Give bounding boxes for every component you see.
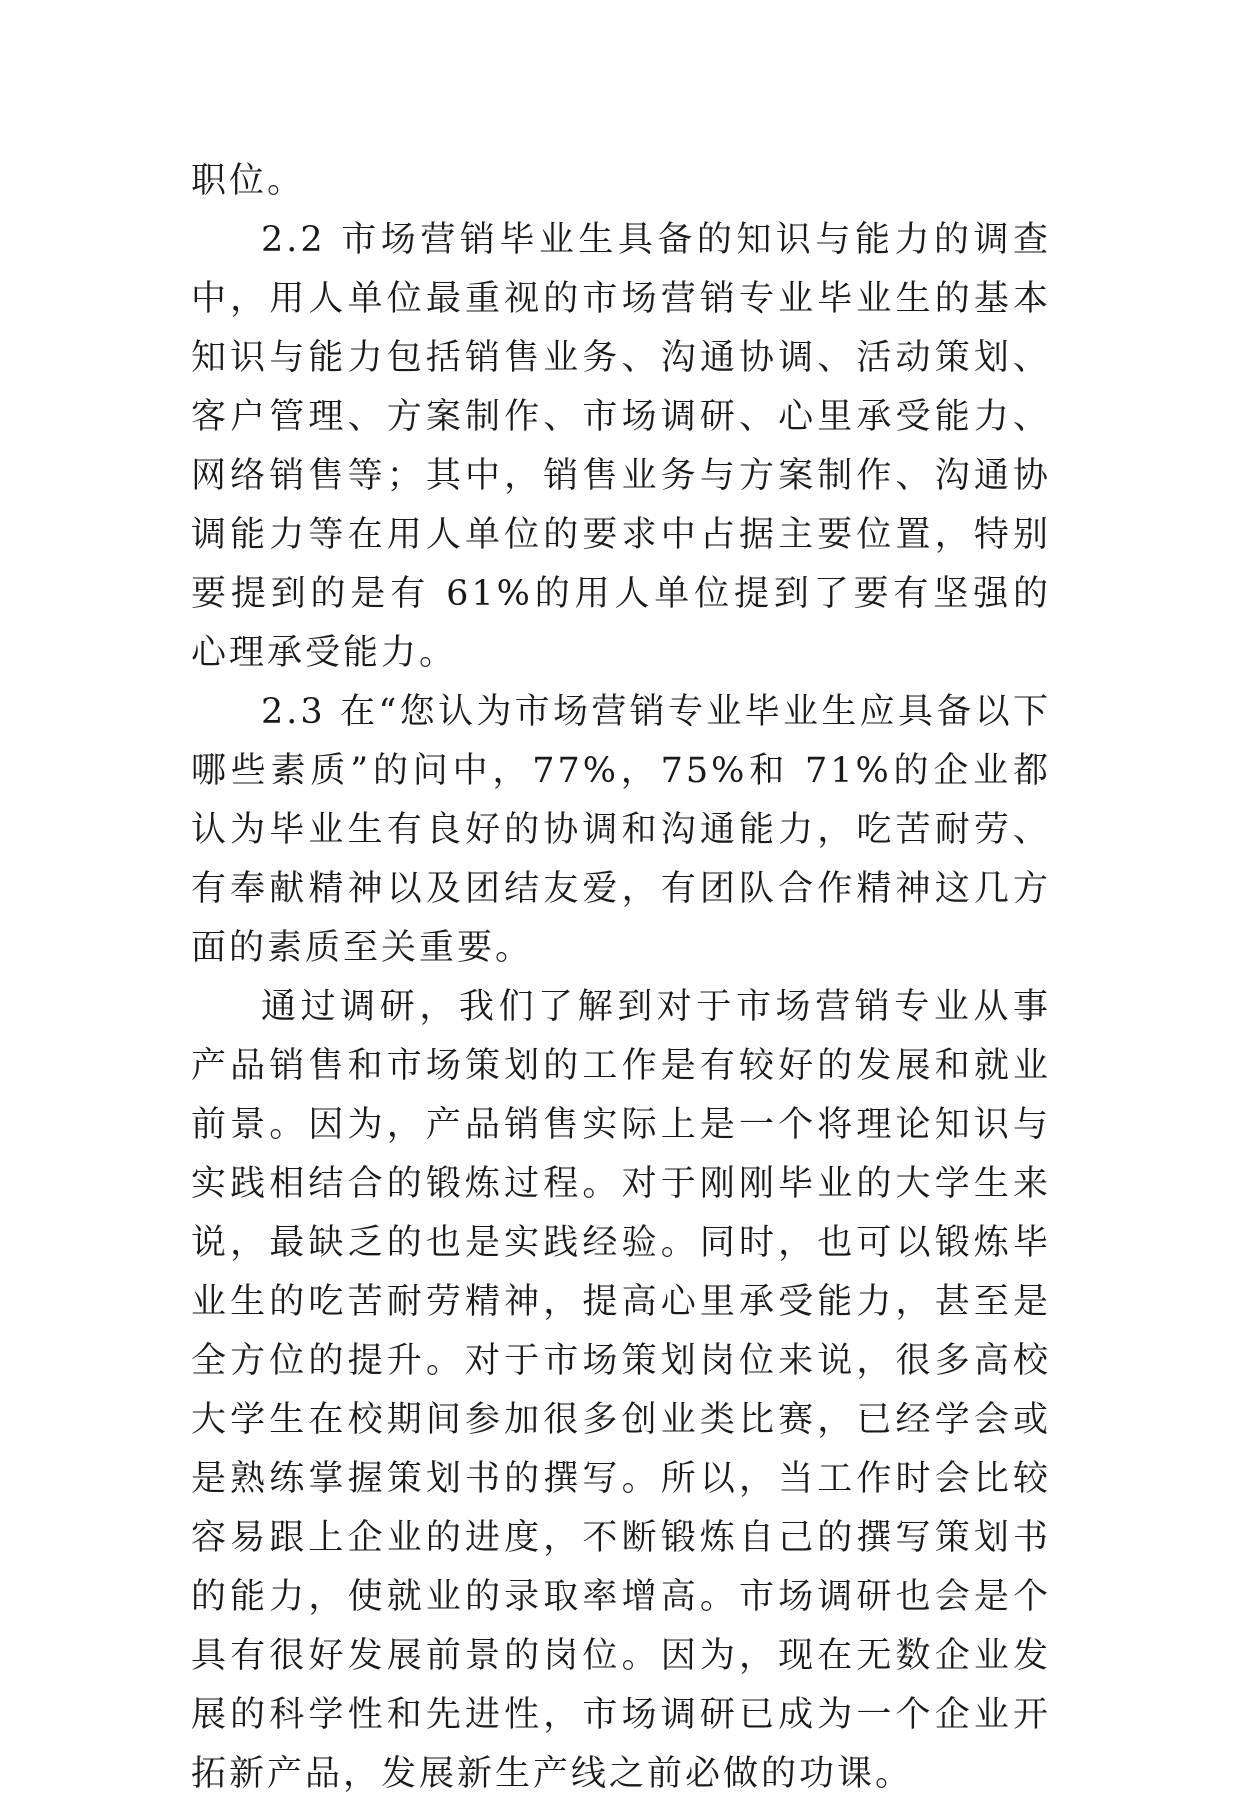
paragraph-continuation: 职位。 [191,161,306,201]
document-body [191,152,1051,1804]
paragraph-section-2-3: 2.3 在“您认为市场营销专业毕业生应具备以下哪些素质”的问中，77%，75%和 71%的企业都认为毕业生有良好的协调和沟通能力，吃苦耐劳、有奉献精神以及团结友爱，有团队合作精神这几方面的素质至关重要。 [191,692,1051,968]
paragraph-section-2-2: 2.2 市场营销毕业生具备的知识与能力的调查中，用人单位最重视的市场营销专业毕业生的基本知识与能力包括销售业务、沟通协调、活动策划、客户管理、方案制作、市场调研、心里承受能力、网络销售等；其中，销售业务与方案制作、沟通协调能力等在用人单位的要求中占据主要位置，特别要提到的是有 61%的用人单位提到了要有坚强的心理承受能力。 [191,220,1051,673]
paragraph-conclusion: 通过调研，我们了解到对于市场营销专业从事产品销售和市场策划的工作是有较好的发展和就业前景。因为，产品销售实际上是一个将理论知识与实践相结合的锻炼过程。对于刚刚毕业的大学生来说，最缺乏的也是实践经验。同时，也可以锻炼毕业生的吃苦耐劳精神，提高心里承受能力，甚至是全方位的提升。对于市场策划岗位来说，很多高校大学生在校期间参加很多创业类比赛，已经学会或是熟练掌握策划书的撰写。所以，当工作时会比较容易跟上企业的进度，不断锻炼自己的撰写策划书的能力，使就业的录取率增高。市场调研也会是个具有很好发展前景的岗位。因为，现在无数企业发展的科学性和先进性，市场调研已成为一个企业开拓新产品，发展新生产线之前必做的功课。 [191,987,1051,1794]
